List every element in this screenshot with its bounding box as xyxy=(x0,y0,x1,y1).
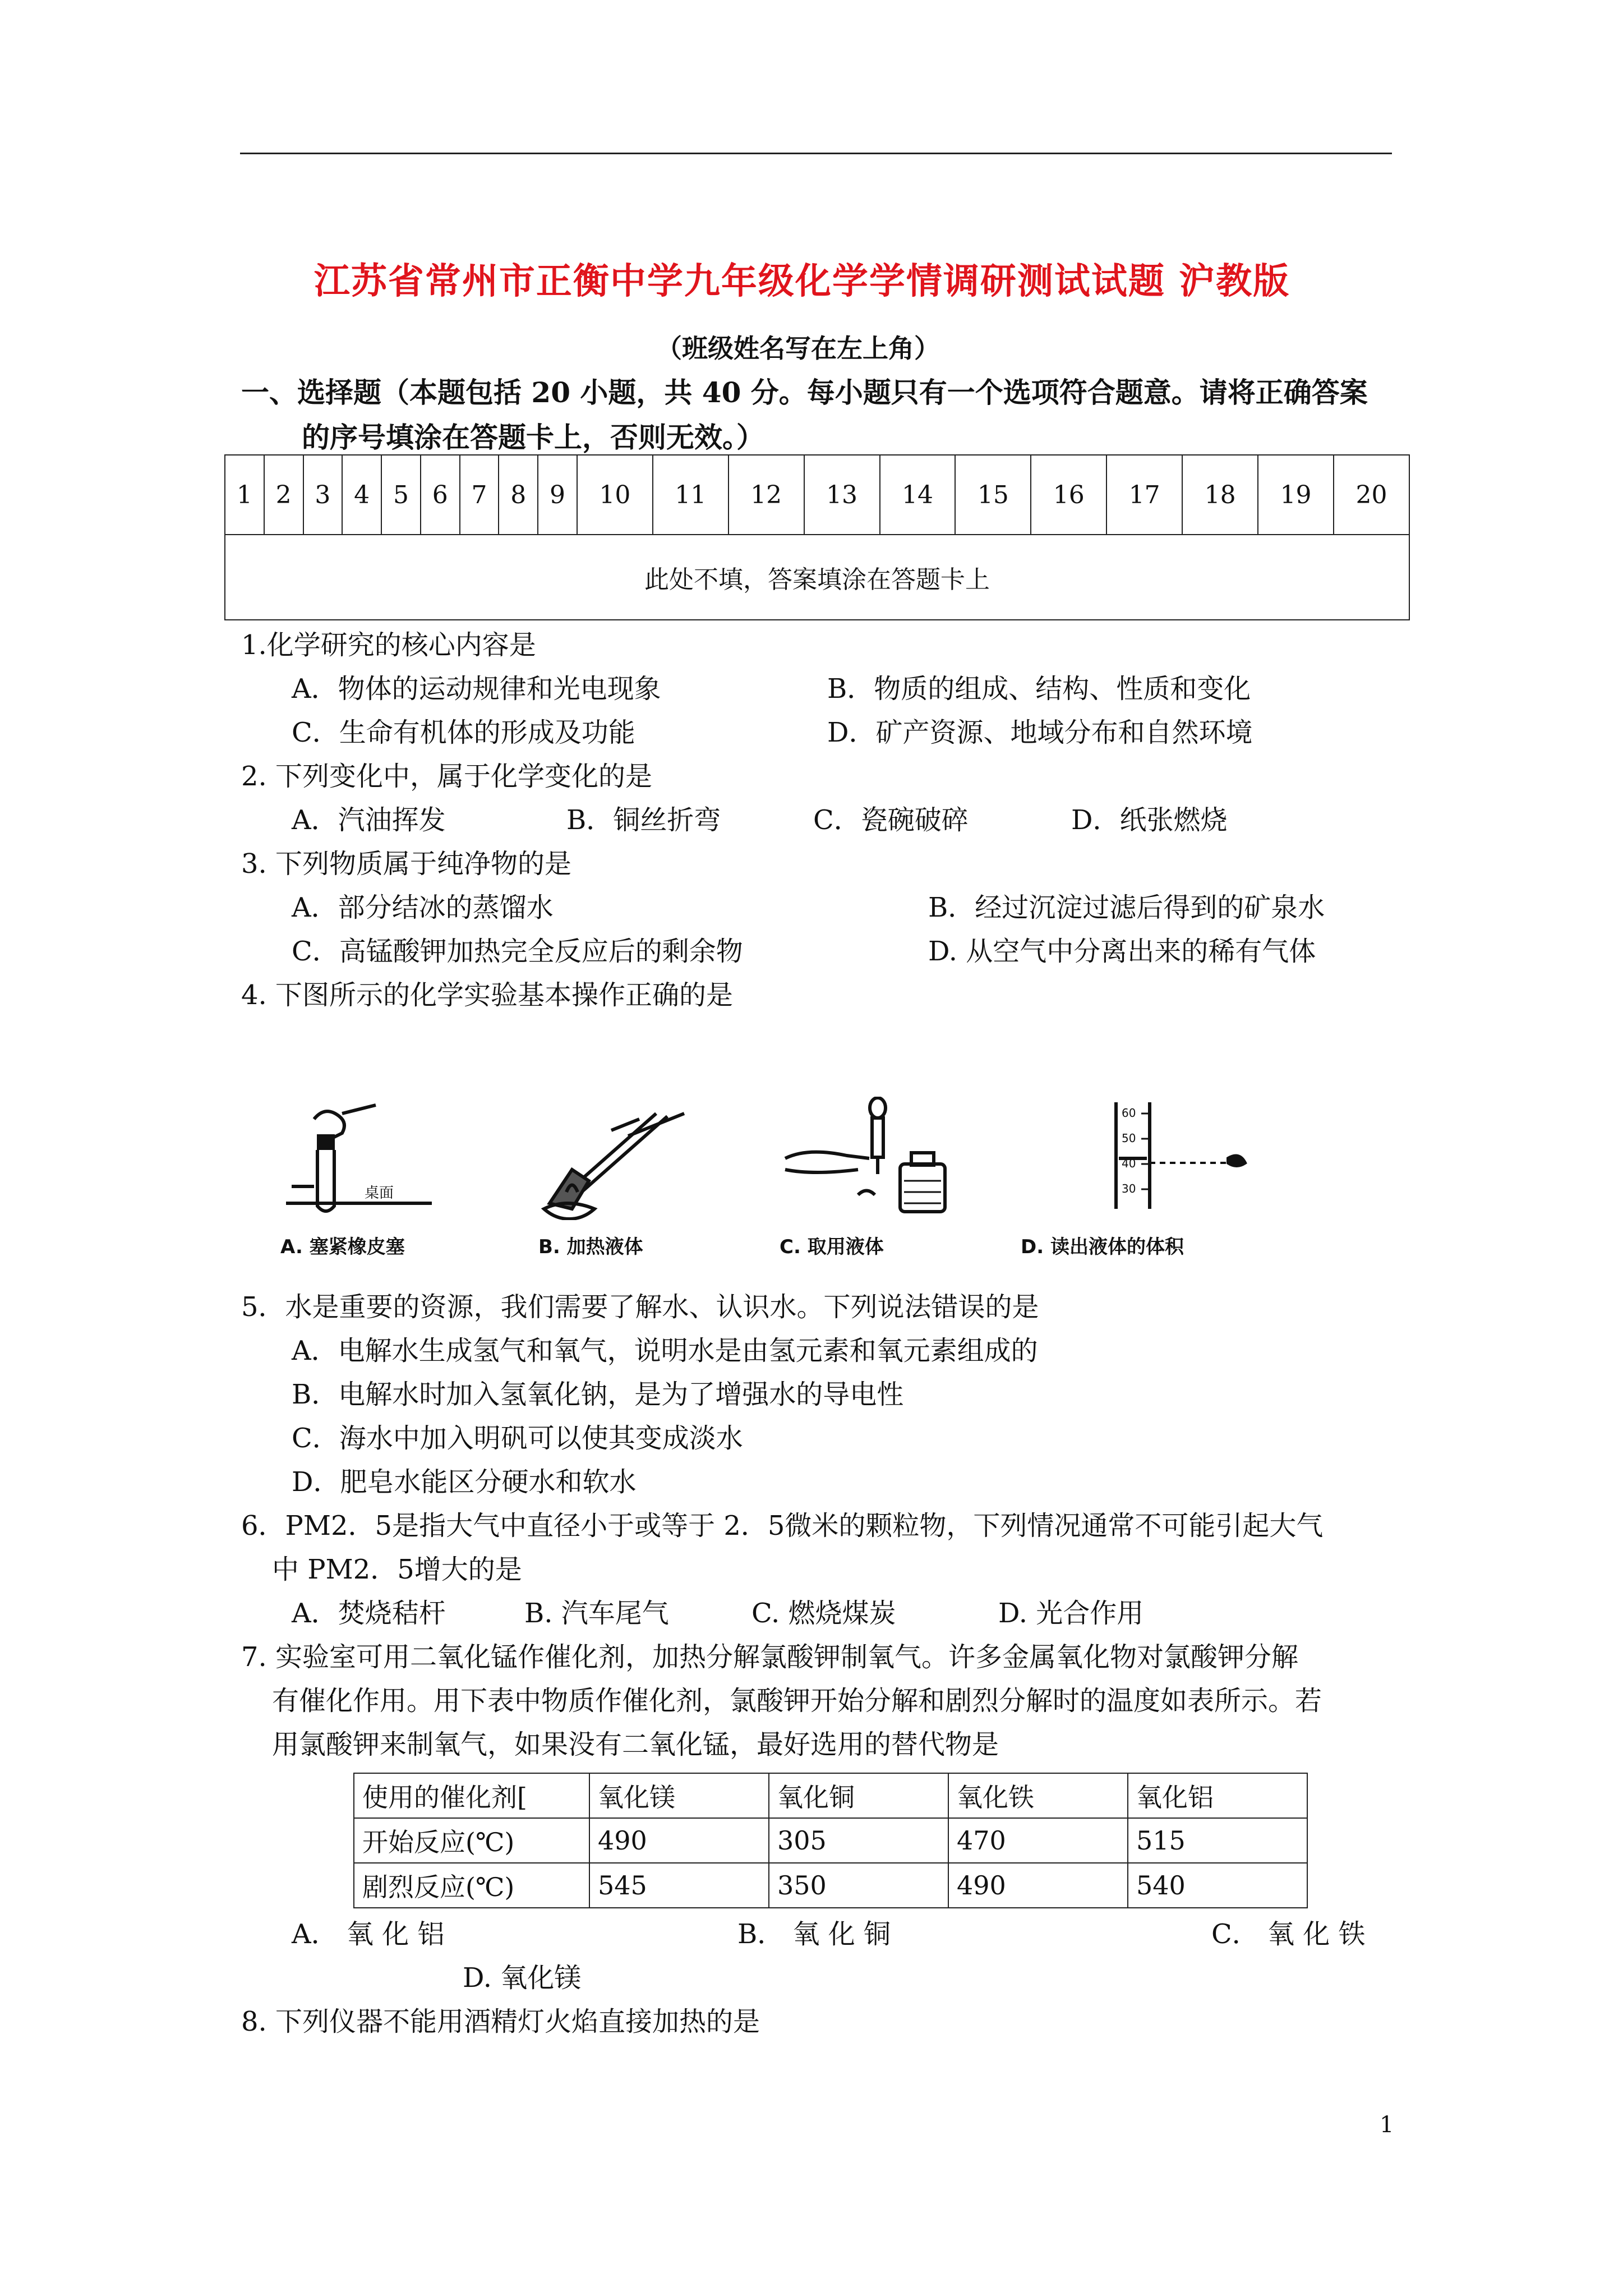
q7-stem-line1: 7. 实验室可用二氧化锰作催化剂，加热分解氯酸钾制氧气。许多金属氧化物对氯酸钾分解 xyxy=(241,1641,1299,1673)
answer-cell: 13 xyxy=(804,455,880,535)
answer-cell: 7 xyxy=(460,455,499,535)
q3-option-c: C．高锰酸钾加热完全反应后的剩余物 xyxy=(292,936,743,967)
table-cell: 氧化铝 xyxy=(1128,1773,1307,1818)
q6-option-a: A．焚烧秸杆 xyxy=(292,1598,446,1629)
q7-option-b: B． 氧 化 铜 xyxy=(737,1918,891,1950)
q6-option-c: C. 燃烧煤炭 xyxy=(751,1598,896,1629)
q7-stem-line3: 用氯酸钾来制氧气，如果没有二氧化锰，最好选用的替代物是 xyxy=(272,1729,999,1760)
header-rule xyxy=(240,153,1392,154)
answer-cell: 9 xyxy=(538,455,577,535)
tick-label: 60 xyxy=(1122,1106,1136,1120)
q7-option-d: D. 氧化镁 xyxy=(463,1962,582,1994)
table-cell: 剧烈反应(℃) xyxy=(354,1863,589,1908)
section-heading-line1: 一、选择题（本题包括 20 小题，共 40 分。每小题只有一个选项符合题意。请将正确答案 xyxy=(241,376,1368,409)
q2-option-d: D．纸张燃烧 xyxy=(1071,804,1228,836)
dropper-figure xyxy=(774,1097,953,1220)
tick-label: 50 xyxy=(1122,1131,1136,1145)
table-cell: 515 xyxy=(1128,1818,1307,1863)
answer-cell: 15 xyxy=(955,455,1031,535)
table-cell: 490 xyxy=(589,1818,769,1863)
q5-option-a: A．电解水生成氢气和氧气，说明水是由氢元素和氧元素组成的 xyxy=(292,1335,1038,1366)
page-subtitle: （班级姓名写在左上角） xyxy=(656,333,940,364)
desk-label: 桌面 xyxy=(365,1185,394,1202)
answer-note-row xyxy=(225,535,1409,620)
q1-stem: 1.化学研究的核心内容是 xyxy=(241,629,536,661)
table-cell: 305 xyxy=(769,1818,948,1863)
table-cell: 540 xyxy=(1128,1863,1307,1908)
q2-option-a: A．汽油挥发 xyxy=(292,804,446,836)
caption-c: C. 取用液体 xyxy=(780,1236,884,1258)
answer-cell: 16 xyxy=(1031,455,1106,535)
q7-option-a: A． 氧 化 铝 xyxy=(292,1918,445,1950)
cylinder-figure xyxy=(1066,1097,1251,1220)
answer-cell: 4 xyxy=(342,455,381,535)
q7-stem-line2: 有催化作用。用下表中物质作催化剂，氯酸钾开始分解和剧烈分解时的温度如表所示。若 xyxy=(272,1685,1322,1717)
q1-option-c: C．生命有机体的形成及功能 xyxy=(292,717,635,748)
section-heading-line2: 的序号填涂在答题卡上，否则无效。） xyxy=(302,421,764,454)
q7-option-c: C． 氧 化 铁 xyxy=(1211,1918,1366,1950)
q8-stem: 8. 下列仪器不能用酒精灯火焰直接加热的是 xyxy=(241,2006,760,2037)
q4-stem: 4. 下图所示的化学实验基本操作正确的是 xyxy=(241,979,734,1011)
table-cell: 氧化铁 xyxy=(948,1773,1128,1818)
catalyst-table xyxy=(353,1773,1308,1908)
heating-figure xyxy=(527,1097,695,1220)
answer-cell: 3 xyxy=(303,455,343,535)
q5-stem: 5．水是重要的资源，我们需要了解水、认识水。下列说法错误的是 xyxy=(241,1291,1039,1323)
table-cell: 490 xyxy=(948,1863,1128,1908)
q6-option-d: D. 光合作用 xyxy=(998,1598,1144,1629)
q1-option-a: A．物体的运动规律和光电现象 xyxy=(292,673,661,705)
answer-cell: 11 xyxy=(653,455,728,535)
answer-cell: 10 xyxy=(577,455,653,535)
table-row xyxy=(354,1863,1307,1908)
section-heading xyxy=(241,370,1396,460)
page-title: 江苏省常州市正衡中学九年级化学学情调研测试试题 沪教版 xyxy=(313,260,1290,302)
caption-d: D. 读出液体的体积 xyxy=(1021,1236,1184,1258)
stopper-figure xyxy=(280,1097,437,1220)
q5-option-d: D．肥皂水能区分硬水和软水 xyxy=(292,1466,637,1498)
answer-cell: 12 xyxy=(728,455,804,535)
q6-stem-line2: 中 PM2．5增大的是 xyxy=(272,1554,522,1585)
q5-option-b: B．电解水时加入氢氧化钠，是为了增强水的导电性 xyxy=(292,1379,904,1410)
caption-b: B. 加热液体 xyxy=(538,1236,643,1258)
answer-grid xyxy=(224,454,1410,620)
table-cell: 氧化镁 xyxy=(589,1773,769,1818)
answer-cell: 18 xyxy=(1182,455,1258,535)
answer-cell: 19 xyxy=(1258,455,1334,535)
answer-cell: 5 xyxy=(381,455,421,535)
q6-option-b: B. 汽车尾气 xyxy=(524,1598,669,1629)
q1-option-d: D．矿产资源、地域分布和自然环境 xyxy=(827,717,1253,748)
table-row xyxy=(354,1818,1307,1863)
answer-cell: 1 xyxy=(225,455,264,535)
answer-cell: 2 xyxy=(264,455,303,535)
q6-stem-line1: 6．PM2．5是指大气中直径小于或等于 2．5微米的颗粒物，下列情况通常不可能引起大气 xyxy=(241,1510,1324,1542)
caption-a: A. 塞紧橡皮塞 xyxy=(280,1236,405,1258)
answer-cell: 6 xyxy=(421,455,460,535)
table-cell: 470 xyxy=(948,1818,1128,1863)
q3-option-b: B．经过沉淀过滤后得到的矿泉水 xyxy=(928,892,1325,923)
q1-option-b: B．物质的组成、结构、性质和变化 xyxy=(827,673,1251,705)
answer-cell: 17 xyxy=(1106,455,1182,535)
q3-option-d: D. 从空气中分离出来的稀有气体 xyxy=(928,936,1316,967)
q2-option-b: B．铜丝折弯 xyxy=(566,804,721,836)
table-header-row xyxy=(354,1773,1307,1818)
page-number: 1 xyxy=(1380,2112,1394,2138)
table-cell: 开始反应(℃) xyxy=(354,1818,589,1863)
tick-label: 30 xyxy=(1122,1182,1136,1195)
answer-cell: 20 xyxy=(1334,455,1409,535)
answer-cell: 8 xyxy=(499,455,538,535)
table-cell: 使用的催化剂[ xyxy=(354,1773,589,1818)
answer-note: 此处不填，答案填涂在答题卡上 xyxy=(225,535,1409,620)
q2-option-c: C．瓷碗破碎 xyxy=(813,804,969,836)
table-cell: 氧化铜 xyxy=(769,1773,948,1818)
tick-label: 40 xyxy=(1122,1157,1136,1170)
q3-option-a: A．部分结冰的蒸馏水 xyxy=(292,892,554,923)
answer-cell: 14 xyxy=(880,455,956,535)
answer-number-row xyxy=(225,455,1409,535)
table-cell: 545 xyxy=(589,1863,769,1908)
q2-stem: 2. 下列变化中，属于化学变化的是 xyxy=(241,761,653,792)
q5-option-c: C．海水中加入明矾可以使其变成淡水 xyxy=(292,1423,743,1454)
table-cell: 350 xyxy=(769,1863,948,1908)
q3-stem: 3. 下列物质属于纯净物的是 xyxy=(241,848,572,880)
